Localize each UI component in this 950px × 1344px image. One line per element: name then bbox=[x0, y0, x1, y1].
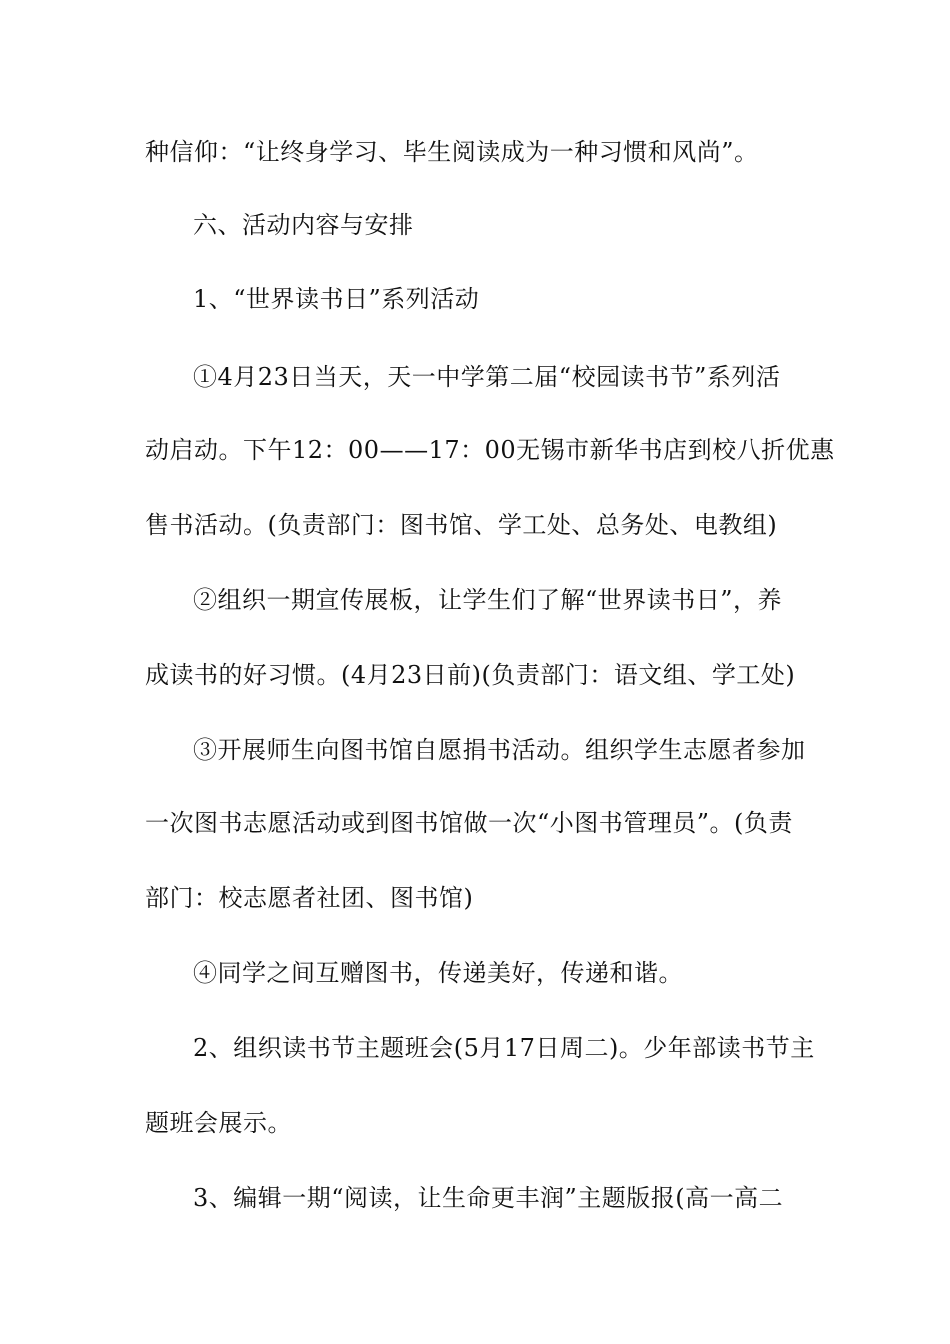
subsection-heading: 1、“世界读书日”系列活动 bbox=[193, 285, 480, 313]
subsection-heading: 2、组织读书节主题班会(5月17日周二)。少年部读书节主 bbox=[193, 1034, 815, 1062]
text-line: 题班会展示。 bbox=[145, 1109, 292, 1137]
text-line: 部门：校志愿者社团、图书馆) bbox=[145, 884, 474, 912]
text-line: 成读书的好习惯。(4月23日前)(负责部门：语文组、学工处) bbox=[145, 661, 796, 689]
text-line: 种信仰：“让终身学习、毕生阅读成为一种习惯和风尚”。 bbox=[145, 138, 759, 166]
section-heading: 六、活动内容与安排 bbox=[193, 211, 414, 239]
text-line: 一次图书志愿活动或到图书馆做一次“小图书管理员”。(负责 bbox=[145, 809, 793, 837]
text-line: ④同学之间互赠图书，传递美好，传递和谐。 bbox=[193, 959, 683, 987]
text-line: 售书活动。(负责部门：图书馆、学工处、总务处、电教组) bbox=[145, 511, 778, 539]
text-line: ②组织一期宣传展板，让学生们了解“世界读书日”，养 bbox=[193, 586, 783, 614]
subsection-heading: 3、编辑一期“阅读，让生命更丰润”主题版报(高一高二 bbox=[193, 1184, 784, 1212]
text-line: 动启动。下午12：00——17：00无锡市新华书店到校八折优惠 bbox=[145, 436, 835, 464]
text-line: ①4月23日当天，天一中学第二届“校园读书节”系列活 bbox=[193, 363, 781, 391]
text-line: ③开展师生向图书馆自愿捐书活动。组织学生志愿者参加 bbox=[193, 736, 806, 764]
